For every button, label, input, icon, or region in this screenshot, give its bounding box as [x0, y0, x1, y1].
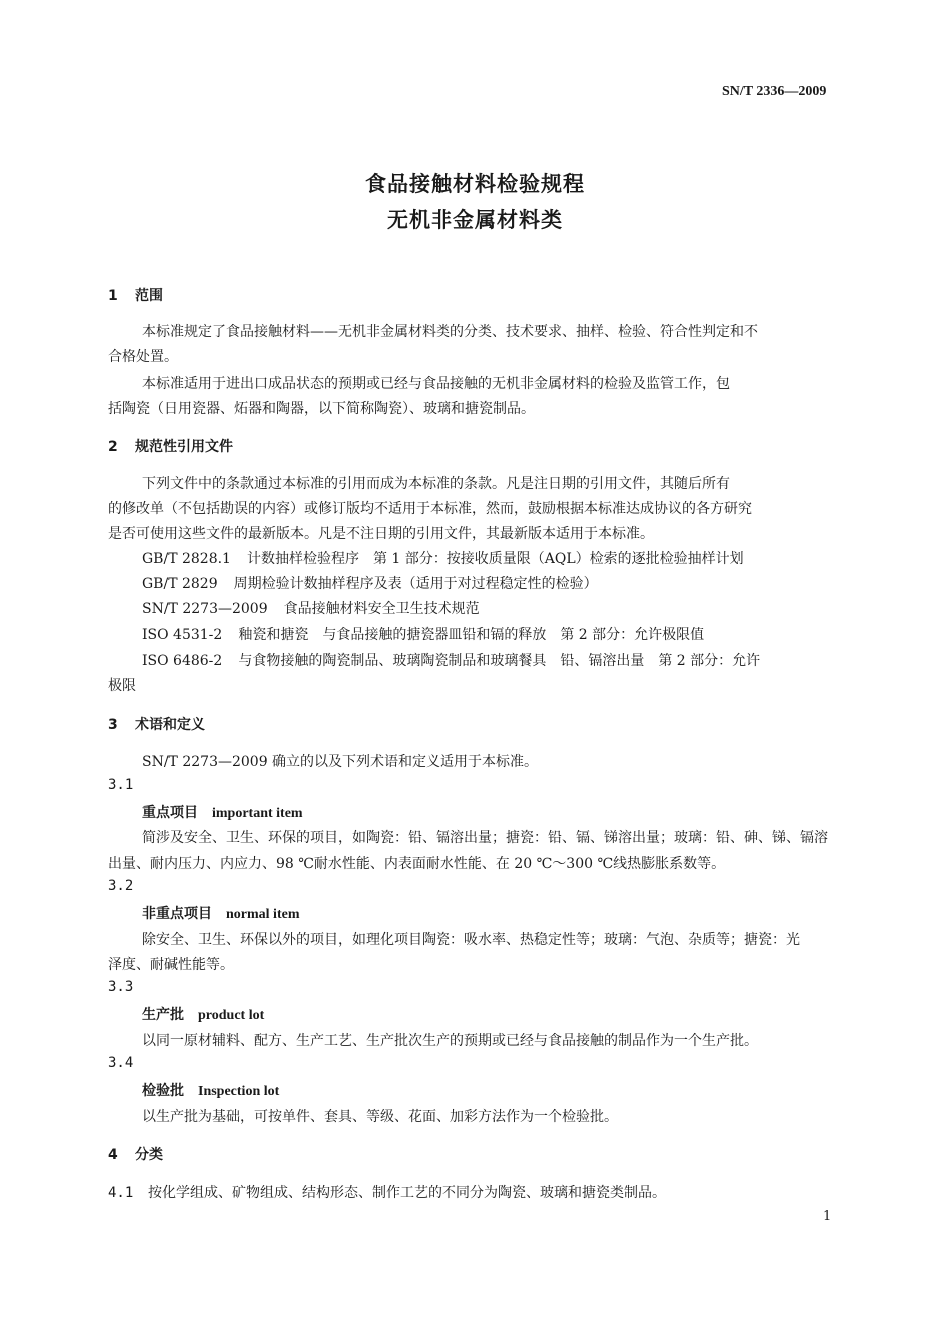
- paragraph-line: 合格处置。: [108, 349, 178, 365]
- paragraph-line: 以生产批为基础，可按单件、套具、等级、花面、加彩方法作为一个检验批。: [142, 1109, 618, 1125]
- reference-item: [142, 598, 480, 618]
- reference-title: 计数抽样检验程序 第 1 部分：按接收质量限（AQL）检索的逐批检验抽样计划: [246, 551, 744, 567]
- reference-item: [142, 573, 598, 593]
- term-number: 3.4: [108, 1055, 134, 1071]
- paragraph-line: 是否可使用这些文件的最新版本。凡是不注日期的引用文件，其最新版本适用于本标准。: [108, 526, 654, 542]
- section-number: 4: [108, 1147, 118, 1163]
- paragraph-line: 以同一原材辅料、配方、生产工艺、生产批次生产的预期或已经与食品接触的制品作为一个生产批。: [142, 1033, 758, 1049]
- section-2-heading: [108, 436, 233, 456]
- paragraph-line: 除安全、卫生、环保以外的项目，如理化项目陶瓷：吸水率、热稳定性等；玻璃：气泡、杂质等；搪瓷：光: [142, 932, 800, 948]
- paragraph-line: SN/T 2273—2009 确立的以及下列术语和定义适用于本标准。: [142, 754, 539, 770]
- reference-title: 釉瓷和搪瓷 与食品接触的搪瓷器皿铅和镉的释放 第 2 部分：允许极限值: [238, 627, 705, 643]
- term-name-en: Inspection lot: [198, 1084, 280, 1099]
- term-heading: [142, 1004, 264, 1024]
- reference-code: GB/T 2828.1: [142, 551, 231, 567]
- section-title: 范围: [135, 288, 163, 304]
- reference-title: 周期检验计数抽样程序及表（适用于对过程稳定性的检验）: [233, 576, 598, 592]
- section-title: 术语和定义: [135, 717, 205, 733]
- reference-title: 与食物接触的陶瓷制品、玻璃陶瓷制品和玻璃餐具 铅、镉溶出量 第 2 部分：允许: [238, 653, 761, 669]
- term-name-zh: 检验批: [142, 1083, 184, 1099]
- reference-item: [142, 548, 744, 568]
- reference-code: ISO 4531-2: [142, 627, 223, 643]
- section-number: 2: [108, 439, 118, 455]
- subsection-number: 4.1: [108, 1185, 134, 1201]
- term-heading: [142, 1080, 279, 1100]
- section-number: 3: [108, 717, 118, 733]
- term-name-zh: 生产批: [142, 1007, 184, 1023]
- subsection-text: 按化学组成、矿物组成、结构形态、制作工艺的不同分为陶瓷、玻璃和搪瓷类制品。: [148, 1185, 666, 1201]
- subsection-4-1: [108, 1182, 666, 1202]
- page-number: 1: [823, 1209, 832, 1224]
- paragraph-line: 出量、耐内压力、内应力、98 ℃耐水性能、内表面耐水性能、在 20 ℃～300 ℃线热膨胀系数等。: [108, 856, 726, 872]
- term-heading: [142, 802, 303, 822]
- term-name-zh: 非重点项目: [142, 906, 212, 922]
- paragraph-line: 本标准适用于进出口成品状态的预期或已经与食品接触的无机非金属材料的检验及监管工作，包: [142, 376, 730, 392]
- term-number: 3.2: [108, 878, 134, 894]
- paragraph-line: 下列文件中的条款通过本标准的引用而成为本标准的条款。凡是注日期的引用文件，其随后所有: [142, 476, 730, 492]
- reference-title: 食品接触材料安全卫生技术规范: [283, 601, 480, 617]
- document-title: 食品接触材料检验规程: [365, 172, 585, 196]
- term-name-en: normal item: [226, 907, 300, 922]
- reference-code: SN/T 2273—2009: [142, 601, 268, 617]
- reference-code: GB/T 2829: [142, 576, 218, 592]
- reference-item: [142, 650, 760, 670]
- term-number: 3.1: [108, 777, 134, 793]
- paragraph-line: 简涉及安全、卫生、环保的项目，如陶瓷：铅、镉溶出量；搪瓷：铅、镉、锑溶出量；玻璃：铅、砷、锑、镉溶: [142, 830, 828, 846]
- paragraph-line: 括陶瓷（日用瓷器、炻器和陶器，以下简称陶瓷）、玻璃和搪瓷制品。: [108, 401, 535, 417]
- term-name-zh: 重点项目: [142, 805, 198, 821]
- section-title: 规范性引用文件: [135, 439, 233, 455]
- section-1-heading: [108, 285, 163, 305]
- term-name-en: product lot: [198, 1008, 265, 1023]
- section-3-heading: [108, 714, 205, 734]
- section-4-heading: [108, 1144, 163, 1164]
- reference-item: [142, 624, 704, 644]
- paragraph-line: 泽度、耐碱性能等。: [108, 957, 234, 973]
- document-subtitle: 无机非金属材料类: [387, 208, 563, 232]
- term-name-en: important item: [212, 806, 303, 821]
- paragraph-line: 的修改单（不包括勘误的内容）或修订版均不适用于本标准，然而，鼓励根据本标准达成协议的各方研究: [108, 501, 752, 517]
- reference-continuation: 极限: [108, 678, 136, 694]
- section-number: 1: [108, 288, 118, 304]
- document-number: SN/T 2336—2009: [722, 84, 827, 99]
- term-heading: [142, 903, 299, 923]
- term-number: 3.3: [108, 979, 134, 995]
- paragraph-line: 本标准规定了食品接触材料——无机非金属材料类的分类、技术要求、抽样、检验、符合性判定和不: [142, 324, 758, 340]
- section-title: 分类: [135, 1147, 163, 1163]
- reference-code: ISO 6486-2: [142, 653, 223, 669]
